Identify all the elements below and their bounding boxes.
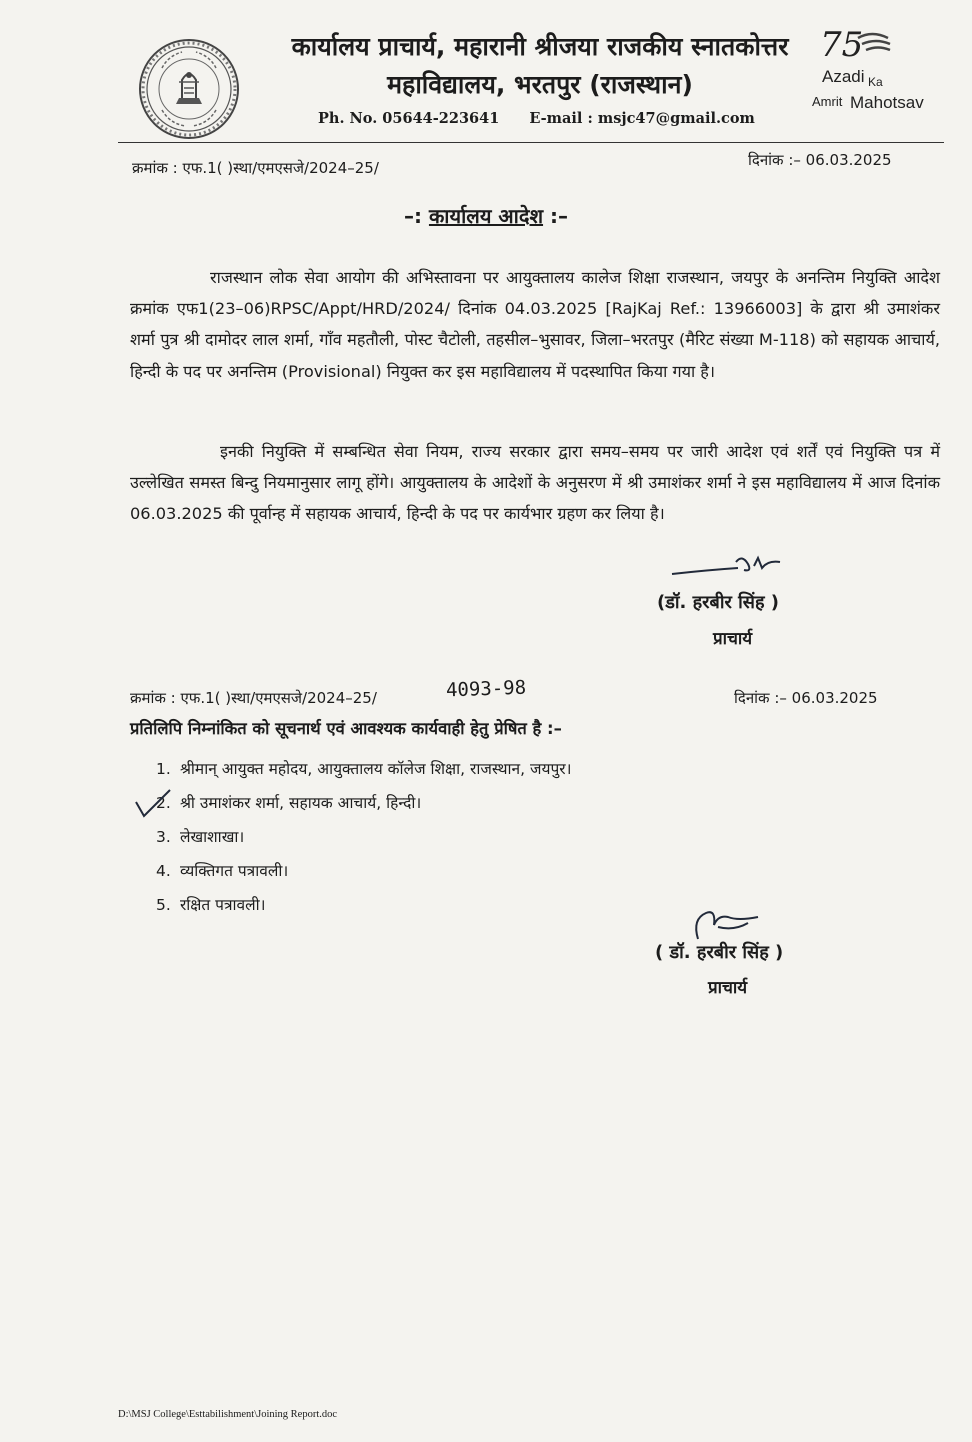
header-divider xyxy=(118,142,944,143)
contact-line xyxy=(318,110,755,127)
file-path-footer: D:\MSJ College\Esttabilishment\Joining Report.doc xyxy=(118,1409,338,1420)
college-name-line1: कार्यालय प्राचार्य, महारानी श्रीजया राजकीय स्नातकोत्तर xyxy=(291,32,789,61)
copy-date: दिनांक :– 06.03.2025 xyxy=(734,689,878,707)
handwritten-signature xyxy=(688,905,778,945)
list-item: 3. लेखाशाखा। xyxy=(156,828,245,846)
logo-azadi: Azadi xyxy=(822,67,865,86)
order-paragraph-2: इनकी नियुक्ति में सम्बन्धित सेवा नियम, राज्य सरकार द्वारा समय–समय पर जारी आदेश एवं शर्तें एवं नियुक्ति पत्र में उल्लेखित समस्त बिन्दु नियमानुसार लागू होंगे। आयुक्तालय के आदेशों के अनुसरण में श्री उमाशंकर शर्मा ने इस महाविद्यालय में आज दिनांक 06.03.2025 की पूर्वान्ह में सहायक आचार्य, हिन्दी के पद पर कार्यभार ग्रहण कर लिया है। xyxy=(130,442,940,524)
list-item: 2. श्री उमाशंकर शर्मा, सहायक आचार्य, हिन्दी। xyxy=(156,794,422,812)
logo-ka: Ka xyxy=(868,75,883,89)
email-address: E-mail : msjc47@gmail.com xyxy=(529,110,755,127)
signatory-designation: प्राचार्य xyxy=(713,629,753,649)
signatory-designation: प्राचार्य xyxy=(708,978,748,998)
logo-amrit: Amrit xyxy=(812,94,843,109)
list-item: 4. व्यक्तिगत पत्रावली। xyxy=(156,862,289,880)
emblem-seal-icon xyxy=(138,38,240,140)
title-text: कार्यालय आदेश xyxy=(428,204,544,228)
order-date: दिनांक :– 06.03.2025 xyxy=(748,151,892,169)
order-paragraph-1: राजस्थान लोक सेवा आयोग की अभिस्तावना पर आयुक्तालय कालेज शिक्षा राजस्थान, जयपुर के अनन्तिम नियुक्ति आदेश क्रमांक एफ1(23–06)RPSC/Appt/HRD/2024/ दिनांक 04.03.2025 [RajKaj Ref.: 13966003] के द्वारा श्री उमाशंकर शर्मा पुत्र श्री दामोदर लाल शर्मा, गाँव महतौली, पोस्ट चैटोली, तहसील–भुसावर, जिला–भरतपुर (मैरिट संख्या M-118) को सहायक आचार्य, हिन्दी के पद पर अनन्तिम (Provisional) नियुक्त कर इस महाविद्यालय में पदस्थापित किया गया है। xyxy=(130,268,940,381)
college-name-line2: महाविद्यालय, भरतपुर (राजस्थान) xyxy=(387,70,693,99)
handwritten-signature xyxy=(668,550,798,590)
copy-reference: क्रमांक : एफ.1( )स्था/एमएसजे/2024–25/ xyxy=(130,689,377,707)
recipient-list xyxy=(156,752,572,922)
title-suffix: :– xyxy=(550,204,569,228)
logo-number: 75 xyxy=(820,25,864,65)
order-title xyxy=(0,202,972,229)
title-prefix: –: xyxy=(403,204,422,228)
signatory-name: ( डॉ. हरबीर सिंह ) xyxy=(655,942,784,963)
handwritten-dispatch-number: 4093-98 xyxy=(445,676,527,702)
logo-mahotsav: Mahotsav xyxy=(850,93,924,112)
check-mark-icon xyxy=(134,786,174,820)
azadi-ka-amrit-mahotsav-logo xyxy=(806,24,946,124)
list-item: 1. श्रीमान् आयुक्त महोदय, आयुक्तालय कॉलेज शिक्षा, राजस्थान, जयपुर। xyxy=(156,760,572,778)
phone-number: Ph. No. 05644-223641 xyxy=(318,110,500,127)
signatory-name: (डॉ. हरबीर सिंह ) xyxy=(657,592,779,613)
list-item: 5. रक्षित पत्रावली। xyxy=(156,896,266,914)
order-reference: क्रमांक : एफ.1( )स्था/एमएसजे/2024–25/ xyxy=(132,159,379,177)
copy-intro: प्रतिलिपि निम्नांकित को सूचनार्थ एवं आवश्यक कार्यवाही हेतु प्रेषित है :– xyxy=(130,719,562,738)
